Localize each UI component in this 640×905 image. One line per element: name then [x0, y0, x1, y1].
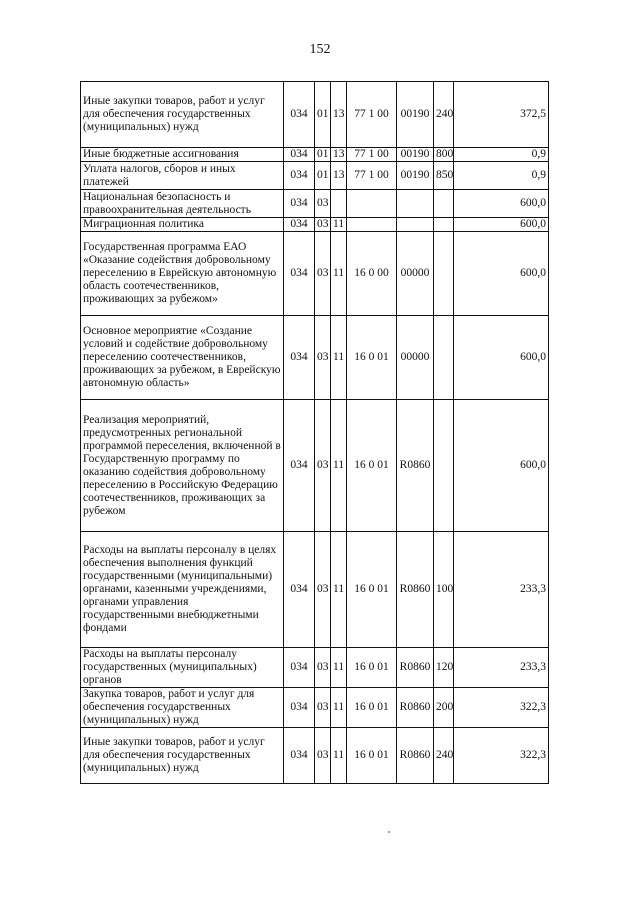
- row-rz: 03: [315, 532, 331, 648]
- row-pr: 11: [331, 400, 347, 532]
- page-number: 152: [309, 42, 331, 57]
- row-ved: 034: [284, 218, 315, 232]
- row-name: Иные бюджетные ассигнования: [81, 148, 284, 162]
- row-csr-program: 77 1 00: [347, 162, 397, 190]
- row-pr: 11: [331, 688, 347, 728]
- row-pr: 11: [331, 316, 347, 400]
- row-name: Иные закупки товаров, работ и услуг для обеспечения государственных (муниципальных) нужд: [81, 82, 284, 148]
- row-name: Основное мероприятие «Создание условий и содействие добровольному переселению соотечественников, проживающих за рубежом, в Еврейскую автономную область»: [81, 316, 284, 400]
- row-vr: 120: [434, 648, 454, 688]
- row-rz: 03: [315, 728, 331, 784]
- row-rz: 03: [315, 232, 331, 316]
- row-pr: 13: [331, 148, 347, 162]
- row-csr-direction: 00000: [397, 316, 434, 400]
- table-row: [81, 400, 549, 532]
- row-csr-direction: R0860: [397, 400, 434, 532]
- row-sum: 600,0: [454, 232, 549, 316]
- row-vr: 850: [434, 162, 454, 190]
- row-vr: 200: [434, 688, 454, 728]
- row-pr: 13: [331, 82, 347, 148]
- row-csr-program: 16 0 01: [347, 400, 397, 532]
- row-csr-direction: 00190: [397, 148, 434, 162]
- table-row: [81, 82, 549, 148]
- row-vr: 800: [434, 148, 454, 162]
- row-ved: 034: [284, 82, 315, 148]
- row-name: Миграционная политика: [81, 218, 284, 232]
- row-vr: 100: [434, 532, 454, 648]
- row-rz: 03: [315, 316, 331, 400]
- row-rz: 03: [315, 400, 331, 532]
- row-pr: 11: [331, 728, 347, 784]
- row-sum: 233,3: [454, 532, 549, 648]
- row-ved: 034: [284, 532, 315, 648]
- row-sum: 600,0: [454, 218, 549, 232]
- row-rz: 01: [315, 82, 331, 148]
- row-csr-direction: [397, 190, 434, 218]
- row-rz: 01: [315, 148, 331, 162]
- row-name: Иные закупки товаров, работ и услуг для обеспечения государственных (муниципальных) нужд: [81, 728, 284, 784]
- row-csr-direction: R0860: [397, 728, 434, 784]
- row-csr-program: 16 0 01: [347, 316, 397, 400]
- row-sum: 0,9: [454, 162, 549, 190]
- scan-speck: [388, 831, 390, 833]
- row-vr: [434, 400, 454, 532]
- row-pr: 13: [331, 162, 347, 190]
- row-pr: 11: [331, 232, 347, 316]
- row-ved: 034: [284, 648, 315, 688]
- table-row: [81, 648, 549, 688]
- row-sum: 0,9: [454, 148, 549, 162]
- row-ved: 034: [284, 400, 315, 532]
- table-row: [81, 218, 549, 232]
- row-vr: 240: [434, 728, 454, 784]
- row-sum: 322,3: [454, 728, 549, 784]
- row-pr: 11: [331, 648, 347, 688]
- row-csr-direction: R0860: [397, 648, 434, 688]
- row-csr-direction: 00190: [397, 162, 434, 190]
- row-ved: 034: [284, 162, 315, 190]
- table-row: [81, 162, 549, 190]
- row-rz: 03: [315, 218, 331, 232]
- row-pr: 11: [331, 218, 347, 232]
- table-row: [81, 728, 549, 784]
- row-vr: [434, 316, 454, 400]
- row-name: Уплата налогов, сборов и иных платежей: [81, 162, 284, 190]
- row-sum: 600,0: [454, 316, 549, 400]
- row-sum: 233,3: [454, 648, 549, 688]
- row-rz: 03: [315, 190, 331, 218]
- row-ved: 034: [284, 316, 315, 400]
- row-csr-program: 77 1 00: [347, 82, 397, 148]
- row-vr: 240: [434, 82, 454, 148]
- row-csr-program: 77 1 00: [347, 148, 397, 162]
- row-csr-direction: [397, 218, 434, 232]
- row-vr: [434, 232, 454, 316]
- row-vr: [434, 190, 454, 218]
- row-ved: 034: [284, 728, 315, 784]
- row-rz: 01: [315, 162, 331, 190]
- row-csr-program: 16 0 01: [347, 688, 397, 728]
- row-rz: 03: [315, 648, 331, 688]
- row-ved: 034: [284, 190, 315, 218]
- row-name: Расходы на выплаты персоналу в целях обеспечения выполнения функций государственными (муниципальными) органами, казенными учреждениями, органами управления государственными внебюджетными фондами: [81, 532, 284, 648]
- row-sum: 322,3: [454, 688, 549, 728]
- row-name: Государственная программа ЕАО «Оказание содействия добровольному переселению в Еврейскую автономную область соотечественников, проживающих за рубежом»: [81, 232, 284, 316]
- row-csr-program: [347, 218, 397, 232]
- row-ved: 034: [284, 688, 315, 728]
- row-name: Расходы на выплаты персоналу государственных (муниципальных) органов: [81, 648, 284, 688]
- row-csr-program: 16 0 00: [347, 232, 397, 316]
- budget-table: [80, 81, 549, 784]
- row-csr-program: 16 0 01: [347, 532, 397, 648]
- row-name: Национальная безопасность и правоохранительная деятельность: [81, 190, 284, 218]
- row-csr-program: 16 0 01: [347, 648, 397, 688]
- row-ved: 034: [284, 232, 315, 316]
- row-name: Реализация мероприятий, предусмотренных региональной программой переселения, включенной в Государственную программу по оказанию содействия добровольному переселению в Российскую Федерацию соотечественников, проживающих за рубежом: [81, 400, 284, 532]
- table-row: [81, 190, 549, 218]
- row-pr: 11: [331, 532, 347, 648]
- row-vr: [434, 218, 454, 232]
- table-row: [81, 148, 549, 162]
- row-csr-program: [347, 190, 397, 218]
- row-sum: 600,0: [454, 190, 549, 218]
- row-csr-direction: 00190: [397, 82, 434, 148]
- row-csr-direction: R0860: [397, 688, 434, 728]
- table-row: [81, 232, 549, 316]
- row-pr: [331, 190, 347, 218]
- row-rz: 03: [315, 688, 331, 728]
- row-ved: 034: [284, 148, 315, 162]
- table-row: [81, 688, 549, 728]
- row-csr-program: 16 0 01: [347, 728, 397, 784]
- row-csr-direction: R0860: [397, 532, 434, 648]
- row-sum: 600,0: [454, 400, 549, 532]
- row-csr-direction: 00000: [397, 232, 434, 316]
- table-row: [81, 316, 549, 400]
- row-name: Закупка товаров, работ и услуг для обеспечения государственных (муниципальных) нужд: [81, 688, 284, 728]
- table-row: [81, 532, 549, 648]
- row-sum: 372,5: [454, 82, 549, 148]
